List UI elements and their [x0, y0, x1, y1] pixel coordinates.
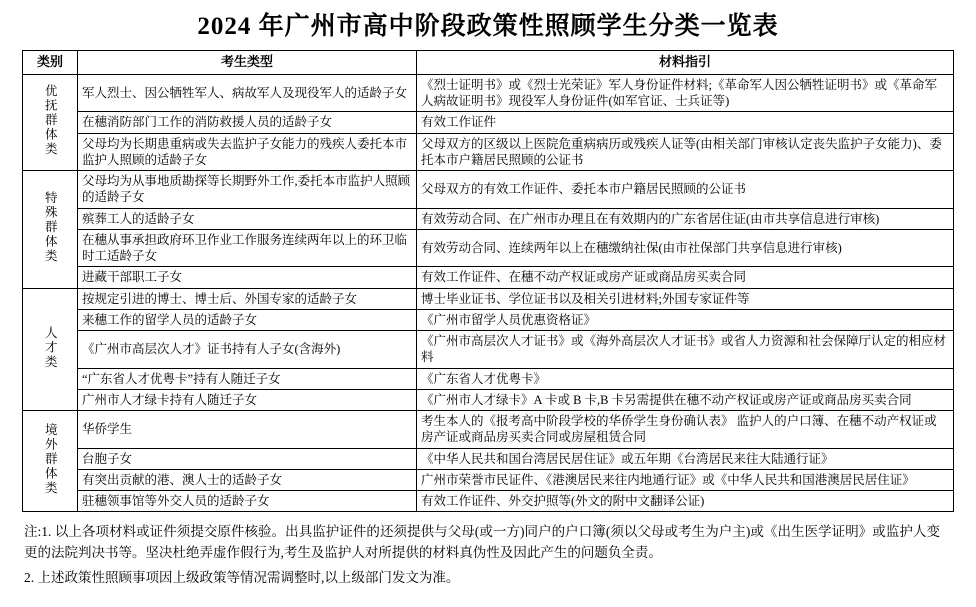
- candidate-type-cell: “广东省人才优粤卡”持有人随迁子女: [78, 368, 417, 389]
- candidate-type-cell: 广州市人才绿卡持有人随迁子女: [78, 389, 417, 410]
- material-guide-cell: 父母双方的有效工作证件、委托本市户籍居民照顾的公证书: [417, 171, 954, 209]
- table-row: [23, 74, 954, 112]
- table-row: [23, 491, 954, 512]
- candidate-type-cell: 在穗从事承担政府环卫作业工作服务连续两年以上的环卫临时工适龄子女: [78, 229, 417, 267]
- material-guide-cell: 《广州市高层次人才证书》或《海外高层次人才证书》或省人力资源和社会保障厅认定的相应材料: [417, 331, 954, 369]
- table-row: [23, 288, 954, 309]
- candidate-type-cell: 父母均为从事地质勘探等长期野外工作,委托本市监护人照顾的适龄子女: [78, 171, 417, 209]
- column-header-candidate-type: 考生类型: [78, 51, 417, 75]
- page-title: 2024 年广州市高中阶段政策性照顾学生分类一览表: [197, 13, 779, 40]
- material-guide-cell: 有效工作证件: [417, 112, 954, 133]
- table-header: [23, 51, 954, 75]
- table-row: [23, 411, 954, 449]
- note-item-1: 注:1. 以上各项材料或证件须提交原件核验。出具监护证件的还须提供与父母(或一方)同户的户口簿(须以父母或考生为户主)或《出生医学证明》或监护人变更的法院判决书等。坚决杜绝弄虚作假行为,考生及监护人对所提供的材料真伪性及因此产生的问题负全责。: [24, 524, 940, 561]
- table-body: [23, 74, 954, 512]
- policy-care-table: [22, 50, 954, 512]
- table-row: [23, 208, 954, 229]
- material-guide-cell: 有效工作证件、在穗不动产权证或房产证或商品房买卖合同: [417, 267, 954, 288]
- table-row: [23, 267, 954, 288]
- table-header-row: [23, 51, 954, 75]
- table-row: [23, 368, 954, 389]
- material-guide-cell: 有效劳动合同、连续两年以上在穗缴纳社保(由市社保部门共享信息进行审核): [417, 229, 954, 267]
- material-guide-cell: 《中华人民共和国台湾居民居住证》或五年期《台湾居民来往大陆通行证》: [417, 448, 954, 469]
- candidate-type-cell: 殡葬工人的适龄子女: [78, 208, 417, 229]
- table-row: [23, 133, 954, 171]
- category-cell-youfu: 优抚群体类: [23, 74, 78, 170]
- notes-section: [0, 522, 976, 589]
- table-row: [23, 171, 954, 209]
- document-page: [0, 6, 976, 607]
- material-guide-cell: 广州市荣誉市民证件、《港澳居民来往内地通行证》或《中华人民共和国港澳居民居住证》: [417, 469, 954, 490]
- material-guide-cell: 《广州市人才绿卡》A 卡或 B 卡,B 卡另需提供在穗不动产权证或房产证或商品房买卖合同: [417, 389, 954, 410]
- column-header-category: 类别: [23, 51, 78, 75]
- category-cell-teshu: 特殊群体类: [23, 171, 78, 289]
- material-guide-cell: 有效劳动合同、在广州市办理且在有效期内的广东省居住证(由市共享信息进行审核): [417, 208, 954, 229]
- candidate-type-cell: 驻穗领事馆等外交人员的适龄子女: [78, 491, 417, 512]
- material-guide-cell: 《广东省人才优粤卡》: [417, 368, 954, 389]
- candidate-type-cell: 台胞子女: [78, 448, 417, 469]
- category-cell-rencai: 人才类: [23, 288, 78, 411]
- table-row: [23, 229, 954, 267]
- candidate-type-cell: 进藏干部职工子女: [78, 267, 417, 288]
- candidate-type-cell: 在穗消防部门工作的消防救援人员的适龄子女: [78, 112, 417, 133]
- candidate-type-cell: 按规定引进的博士、博士后、外国专家的适龄子女: [78, 288, 417, 309]
- category-cell-jingwai: 境外群体类: [23, 411, 78, 512]
- note-item-2: 2. 上述政策性照顾事项因上级政策等情况需调整时,以上级部门发文为准。: [24, 570, 460, 586]
- table-row: [23, 448, 954, 469]
- material-guide-cell: 博士毕业证书、学位证书以及相关引进材料;外国专家证件等: [417, 288, 954, 309]
- column-header-material-guide: 材料指引: [417, 51, 954, 75]
- candidate-type-cell: 父母均为长期患重病或失去监护子女能力的残疾人委托本市监护人照顾的适龄子女: [78, 133, 417, 171]
- candidate-type-cell: 来穗工作的留学人员的适龄子女: [78, 309, 417, 330]
- table-row: [23, 331, 954, 369]
- material-guide-cell: 《烈士证明书》或《烈士光荣证》军人身份证件材料;《革命军人因公牺牲证明书》或《革命军人病故证明书》现役军人身份证件(如军官证、士兵证等): [417, 74, 954, 112]
- candidate-type-cell: 华侨学生: [78, 411, 417, 449]
- material-guide-cell: 父母双方的区级以上医院危重病病历或残疾人证等(由相关部门审核认定丧失监护子女能力)、委托本市户籍居民照顾的公证书: [417, 133, 954, 171]
- table-row: [23, 469, 954, 490]
- table-row: [23, 389, 954, 410]
- candidate-type-cell: 军人烈士、因公牺牲军人、病故军人及现役军人的适龄子女: [78, 74, 417, 112]
- material-guide-cell: 《广州市留学人员优惠资格证》: [417, 309, 954, 330]
- material-guide-cell: 考生本人的《报考高中阶段学校的华侨学生身份确认表》 监护人的户口簿、在穗不动产权证或房产证或商品房买卖合同或房屋租赁合同: [417, 411, 954, 449]
- candidate-type-cell: 《广州市高层次人才》证书持有人子女(含海外): [78, 331, 417, 369]
- material-guide-cell: 有效工作证件、外交护照等(外文的附中文翻译公证): [417, 491, 954, 512]
- table-row: [23, 112, 954, 133]
- table-row: [23, 309, 954, 330]
- candidate-type-cell: 有突出贡献的港、澳人士的适龄子女: [78, 469, 417, 490]
